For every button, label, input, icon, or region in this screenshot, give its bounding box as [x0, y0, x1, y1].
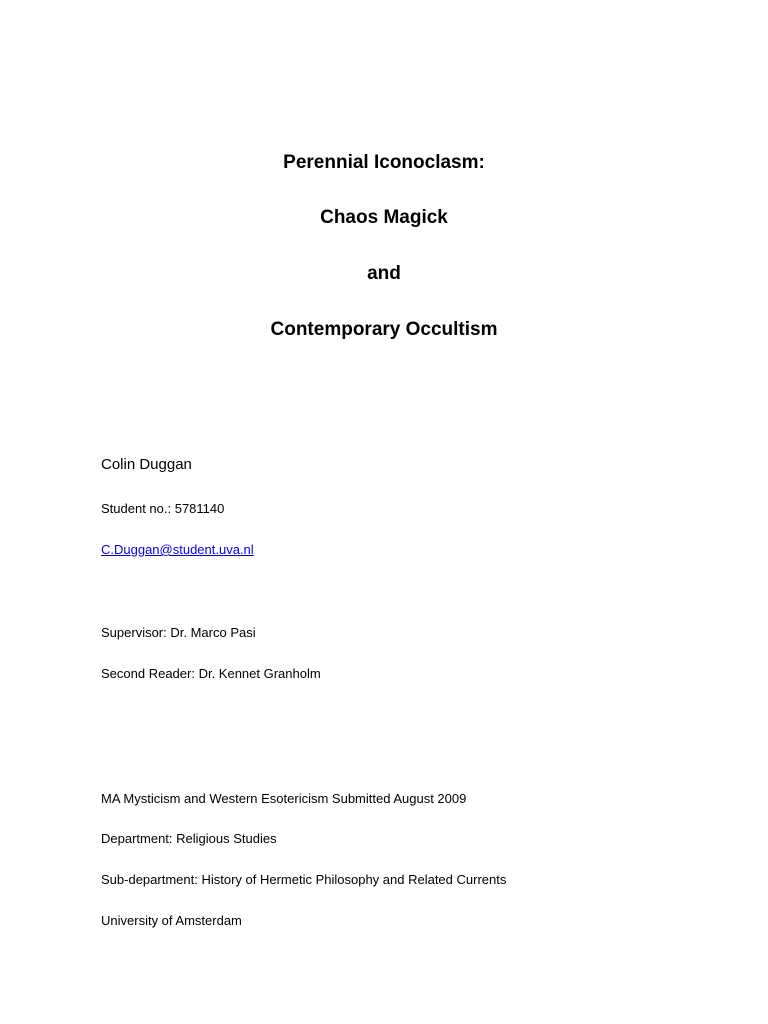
- author-name: Colin Duggan: [101, 456, 192, 473]
- title-line-2: Chaos Magick: [320, 207, 448, 228]
- sub-department-line: Sub-department: History of Hermetic Philosophy and Related Currents: [101, 872, 507, 887]
- student-number: Student no.: 5781140: [101, 501, 225, 516]
- supervisor: Supervisor: Dr. Marco Pasi: [101, 625, 256, 640]
- second-reader: Second Reader: Dr. Kennet Granholm: [101, 666, 321, 681]
- program-line: MA Mysticism and Western Esotericism Submitted August 2009: [101, 791, 467, 806]
- department-line: Department: Religious Studies: [101, 831, 277, 846]
- title-line-3: and: [367, 263, 401, 284]
- email-link[interactable]: C.Duggan@student.uva.nl: [101, 542, 254, 557]
- title-line-4: Contemporary Occultism: [270, 319, 498, 340]
- title-line-1: Perennial Iconoclasm:: [283, 152, 485, 173]
- university-line: University of Amsterdam: [101, 913, 242, 928]
